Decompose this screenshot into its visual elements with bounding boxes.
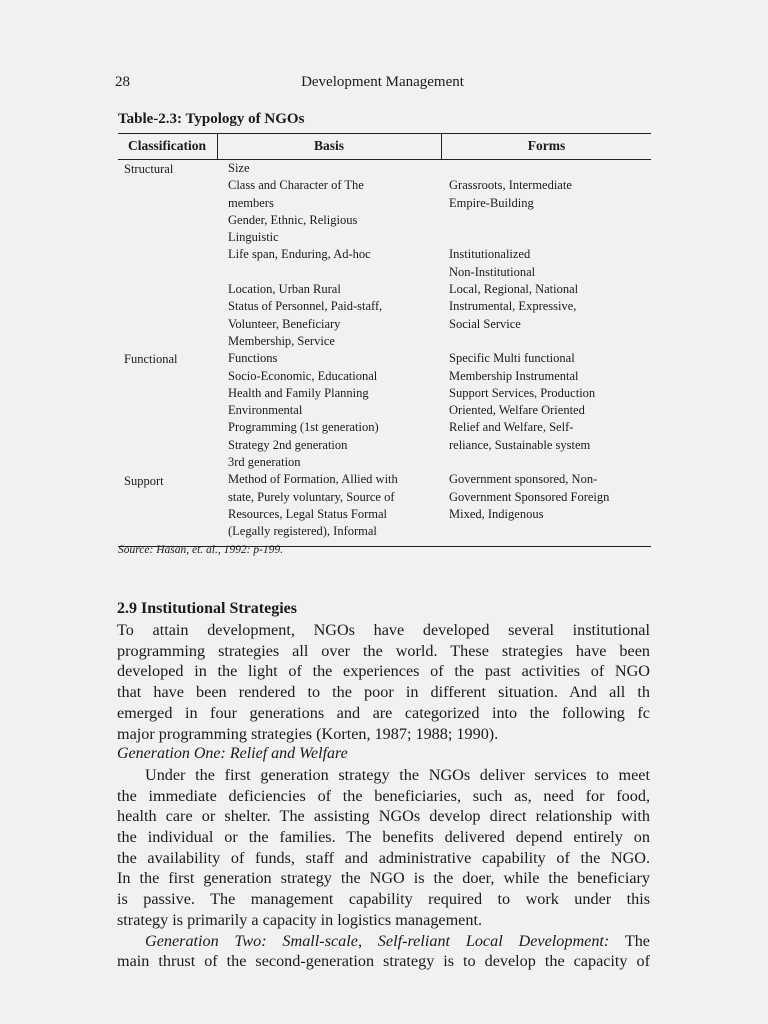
- table-cell: Location, Urban Rural: [228, 282, 341, 297]
- classification-support: Support: [124, 474, 164, 488]
- text-line: that have been rendered to the poor in different situation. And all th: [117, 683, 650, 702]
- table-cell: [449, 523, 649, 540]
- table-cell: Status of Personnel, Paid-staff,: [228, 299, 383, 314]
- section-heading: 2.9 Institutional Strategies: [117, 600, 297, 617]
- table-cell: Programming (1st generation): [228, 420, 379, 435]
- table-cell: [449, 229, 649, 246]
- text-line: programming strategies all over the world. These strategies have been: [117, 641, 650, 660]
- paragraph-generation-one: [117, 765, 650, 931]
- ngo-typology-table: [118, 133, 651, 547]
- table-cell: Linguistic: [228, 230, 279, 245]
- table-cell: [449, 333, 649, 350]
- table-cell: Support Services, Production: [449, 385, 596, 400]
- table-cell: [449, 212, 649, 229]
- table-source: Source: Hasan, et. al., 1992: p-199.: [118, 544, 284, 556]
- text-line: Under the first generation strategy the NGOs deliver services to meet: [145, 765, 650, 784]
- column-header-basis: Basis: [313, 138, 344, 153]
- table-cell: Life span, Enduring, Ad-hoc: [228, 247, 371, 262]
- text-line: main thrust of the second-generation strategy is to develop the capacity of: [117, 952, 650, 971]
- table-cell: [228, 264, 443, 281]
- text-line: is passive. The management capability required to work under this: [117, 890, 650, 909]
- table-cell: Instrumental, Expressive,: [449, 299, 577, 314]
- table-cell: 3rd generation: [228, 455, 301, 470]
- page-number: 28: [115, 74, 130, 90]
- table-cell: Oriented, Welfare Oriented: [449, 403, 585, 418]
- generation-two-tail: The: [609, 931, 650, 950]
- text-line: [117, 931, 650, 952]
- table-cell: Local, Regional, National: [449, 282, 579, 297]
- table-cell: Relief and Welfare, Self-: [449, 420, 574, 435]
- paragraph-intro: [117, 620, 650, 744]
- table-cell: Size: [228, 161, 250, 175]
- text-line: emerged in four generations and are categorized into the following fc: [117, 703, 650, 722]
- table-cell: Membership Instrumental: [449, 368, 579, 383]
- table-header-row: [118, 133, 651, 160]
- table-cell: Method of Formation, Allied with: [228, 472, 398, 487]
- section-institutional-strategies: [117, 600, 650, 972]
- table-cell: Non-Institutional: [449, 264, 536, 279]
- paragraph-generation-two: [117, 931, 650, 972]
- table-cell: Grassroots, Intermediate: [449, 178, 572, 193]
- table-cell: Environmental: [228, 403, 303, 418]
- page-header: [115, 74, 650, 94]
- classification-functional: Functional: [124, 352, 178, 366]
- text-line: To attain development, NGOs have developed several institutional: [117, 621, 650, 639]
- text-line: strategy is primarily a capacity in logistics management.: [117, 910, 483, 929]
- table-cell: [449, 160, 649, 177]
- text-line: developed in the light of the experiences of the past activities of NGO: [117, 662, 650, 681]
- table-cell: Social Service: [449, 316, 521, 331]
- column-header-classification: Classification: [127, 138, 206, 153]
- table-caption: Table-2.3: Typology of NGOs: [118, 111, 305, 127]
- generation-two-heading: Generation Two: Small-scale, Self-reliant Local Development:: [145, 931, 610, 950]
- table-cell: Government Sponsored Foreign: [449, 489, 610, 504]
- table-cell: Institutionalized: [449, 247, 531, 262]
- table-cell: Empire-Building: [449, 195, 534, 210]
- text-line: major programming strategies (Korten, 1987; 1988; 1990).: [117, 724, 499, 743]
- table-cell: Strategy 2nd generation: [228, 437, 348, 452]
- table-cell: Volunteer, Beneficiary: [228, 316, 341, 331]
- running-title: Development Management: [301, 74, 464, 90]
- table-cell: reliance, Sustainable system: [449, 437, 591, 452]
- text-line: health care or shelter. The assisting NGOs develop direct relationship with: [117, 807, 650, 826]
- text-line: the individual or the families. The benefits delivered depend entirely on: [117, 828, 650, 847]
- table-cell: Gender, Ethnic, Religious: [228, 212, 358, 227]
- table-cell: Health and Family Planning: [228, 385, 369, 400]
- table-cell: [449, 454, 649, 471]
- table-cell: Membership, Service: [228, 333, 335, 348]
- table-cell: (Legally registered), Informal: [228, 524, 377, 539]
- text-line: the availability of funds, staff and administrative capability of the NGO.: [117, 848, 650, 867]
- text-line: the immediate deficiencies of the beneficiaries, such as, need for food,: [117, 786, 650, 805]
- table-cell: Specific Multi functional: [449, 351, 575, 366]
- classification-structural: Structural: [124, 162, 174, 176]
- column-header-forms: Forms: [527, 138, 566, 153]
- table-cell: Resources, Legal Status Formal: [228, 506, 387, 521]
- forms-column: [449, 160, 649, 541]
- basis-column: [228, 160, 443, 541]
- table-body: [118, 160, 651, 546]
- table-cell: members: [228, 195, 274, 210]
- generation-one-heading: Generation One: Relief and Welfare: [117, 745, 348, 763]
- table-cell: state, Purely voluntary, Source of: [228, 489, 395, 504]
- table-cell: Functions: [228, 351, 278, 366]
- text-line: In the first generation strategy the NGO is the doer, while the beneficiary: [117, 869, 650, 888]
- table-cell: Government sponsored, Non-: [449, 472, 598, 487]
- table-cell: Socio-Economic, Educational: [228, 368, 378, 383]
- table-cell: Class and Character of The: [228, 178, 364, 193]
- table-cell: Mixed, Indigenous: [449, 506, 544, 521]
